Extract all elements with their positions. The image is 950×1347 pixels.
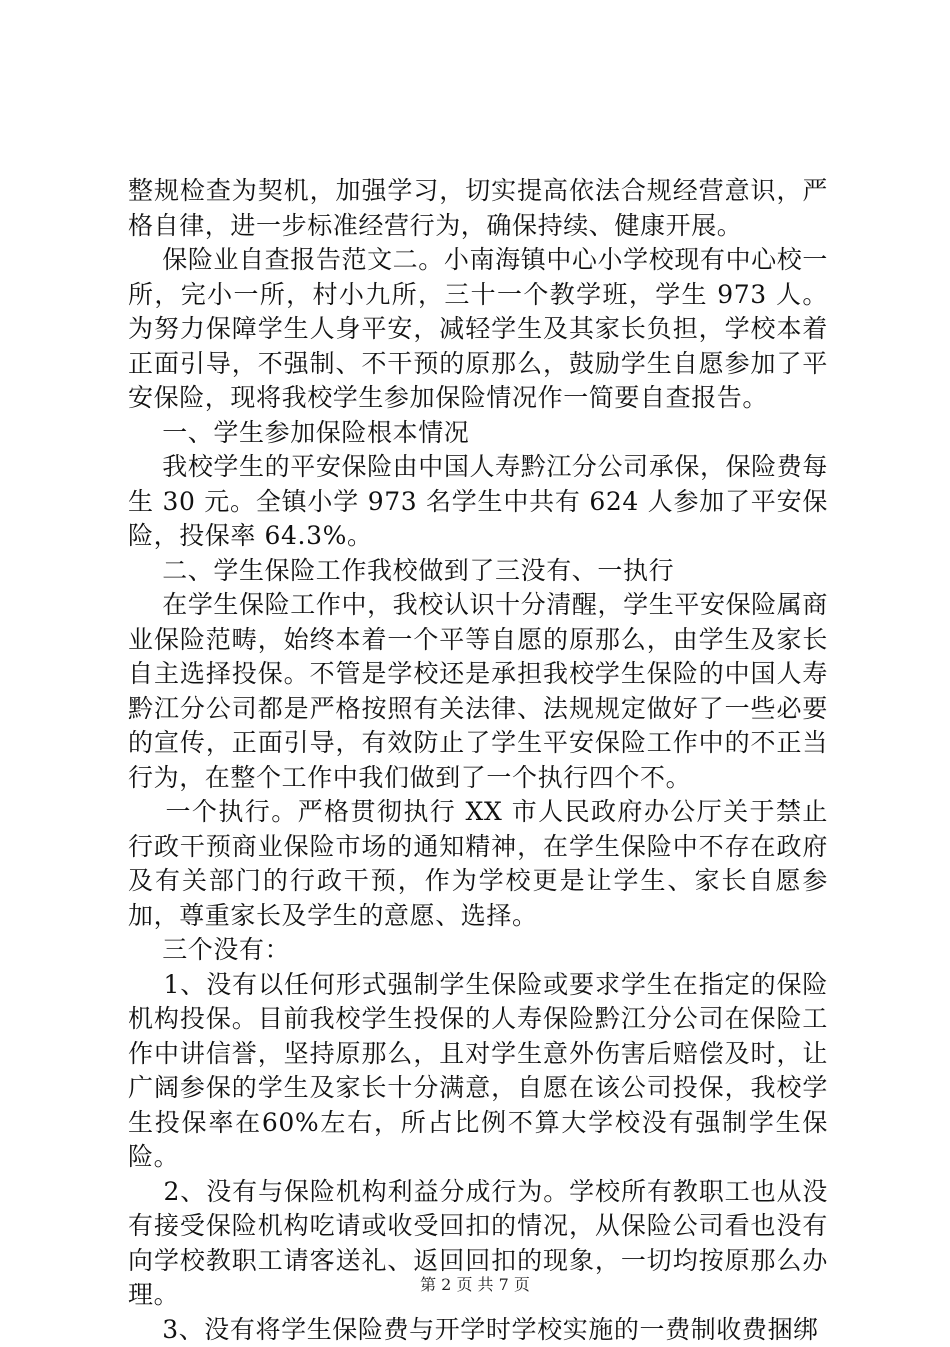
paragraph-intro: 保险业自查报告范文二。小南海镇中心小学校现有中心校一所，完小一所，村小九所，三十一个教学班，学生 973 人。为努力保障学生人身平安，减轻学生及其家长负担，学校本着正面引导，不强制、不干预的原那么，鼓励学生自愿参加了平安保险，现将我校学生参加保险情况作一简要自查报告。 <box>128 243 828 416</box>
paragraph-work-overview: 在学生保险工作中，我校认识十分清醒，学生平安保险属商业保险范畴，始终本着一个平等自愿的原那么，由学生及家长自主选择投保。不管是学校还是承担我校学生保险的中国人寿黔江分公司都是严格按照有关法律、法规规定做好了一些必要的宣传，正面引导，有效防止了学生平安保险工作中的不正当行为，在整个工作中我们做到了一个执行四个不。 <box>128 588 828 795</box>
section-heading-1: 一、学生参加保险根本情况 <box>128 416 828 451</box>
list-item-2: 2、没有与保险机构利益分成行为。学校所有教职工也从没有接受保险机构吃请或收受回扣的情况，从保险公司看也没有向学校教职工请客送礼、返回回扣的现象，一切均按原那么办理。 <box>128 1175 828 1313</box>
paragraph-one-execution: 一个执行。严格贯彻执行 XX 市人民政府办公厅关于禁止行政干预商业保险市场的通知精神，在学生保险中不存在政府及有关部门的行政干预，作为学校更是让学生、家长自愿参加，尊重家长及学生的意愿、选择。 <box>128 795 828 933</box>
list-item-3: 3、没有将学生保险费与开学时学校实施的一费制收费捆绑 <box>128 1313 828 1347</box>
section-heading-2: 二、学生保险工作我校做到了三没有、一执行 <box>128 554 828 589</box>
paragraph-continuation: 整规检查为契机，加强学习，切实提高依法合规经营意识，严格自律，进一步标准经营行为，确保持续、健康开展。 <box>128 174 828 243</box>
paragraph-insurance-stats: 我校学生的平安保险由中国人寿黔江分公司承保，保险费每生 30 元。全镇小学 973 名学生中共有 624 人参加了平安保险，投保率 64.3%。 <box>128 450 828 554</box>
subheading-three-nots: 三个没有： <box>128 933 828 968</box>
document-body <box>128 174 828 1347</box>
list-item-1: 1、没有以任何形式强制学生保险或要求学生在指定的保险机构投保。目前我校学生投保的人寿保险黔江分公司在保险工作中讲信誉，坚持原那么，且对学生意外伤害后赔偿及时，让广阔参保的学生及家长十分满意，自愿在该公司投保，我校学生投保率在60%左右，所占比例不算大学校没有强制学生保险。 <box>128 968 828 1175</box>
page-footer: 第 2 页 共 7 页 <box>0 1272 950 1295</box>
